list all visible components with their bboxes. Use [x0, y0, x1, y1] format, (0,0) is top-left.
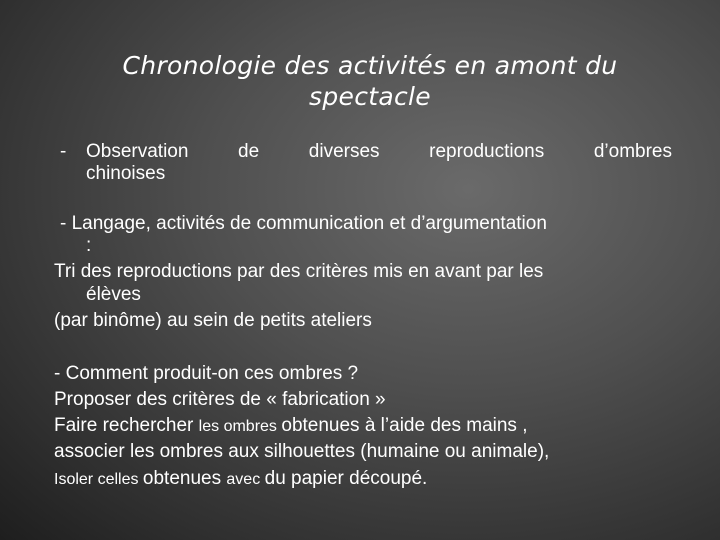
- section3-line5-part: avec: [226, 471, 265, 488]
- section3-line1: - Comment produit-on ces ombres ?: [54, 363, 359, 384]
- section3-line2: Proposer des critères de « fabrication »: [54, 389, 386, 410]
- section2-line3: Tri des reproductions par des critères mis en avant par les: [54, 261, 544, 282]
- section1-word: Observation: [86, 141, 189, 162]
- section3-line3: [54, 416, 527, 436]
- title-line-1: Chronologie des activités en amont du: [122, 51, 618, 80]
- section2-line2: :: [86, 235, 92, 256]
- section1-line2: chinoises: [86, 163, 166, 184]
- section1-word: diverses: [308, 141, 380, 162]
- section2-line1: - Langage, activités de communication et d’argumentation: [60, 213, 547, 234]
- section3-line4: associer les ombres aux silhouettes (humaine ou animale),: [54, 441, 550, 462]
- section1-line1: [86, 142, 672, 161]
- slide-title: [80, 50, 660, 112]
- section1-word: reproductions: [429, 141, 545, 162]
- section3-line5-part: Isoler celles: [54, 471, 143, 488]
- section1-dash: -: [60, 141, 67, 162]
- section2-line4: élèves: [86, 284, 141, 305]
- section3-line5-part: obtenues: [142, 468, 227, 489]
- section3-line5: [54, 469, 427, 489]
- title-line-2: spectacle: [309, 82, 431, 111]
- section3-line5-part: du papier découpé.: [264, 468, 428, 489]
- section2-line5: (par binôme) au sein de petits ateliers: [54, 310, 372, 331]
- section3-line3-part: Faire rechercher: [54, 415, 199, 436]
- section1-word: d’ombres: [593, 141, 672, 162]
- section3-line3-part: les ombres: [198, 418, 282, 435]
- section1-word: de: [238, 141, 260, 162]
- section3-line3-part: obtenues à l’aide des mains ,: [281, 415, 528, 436]
